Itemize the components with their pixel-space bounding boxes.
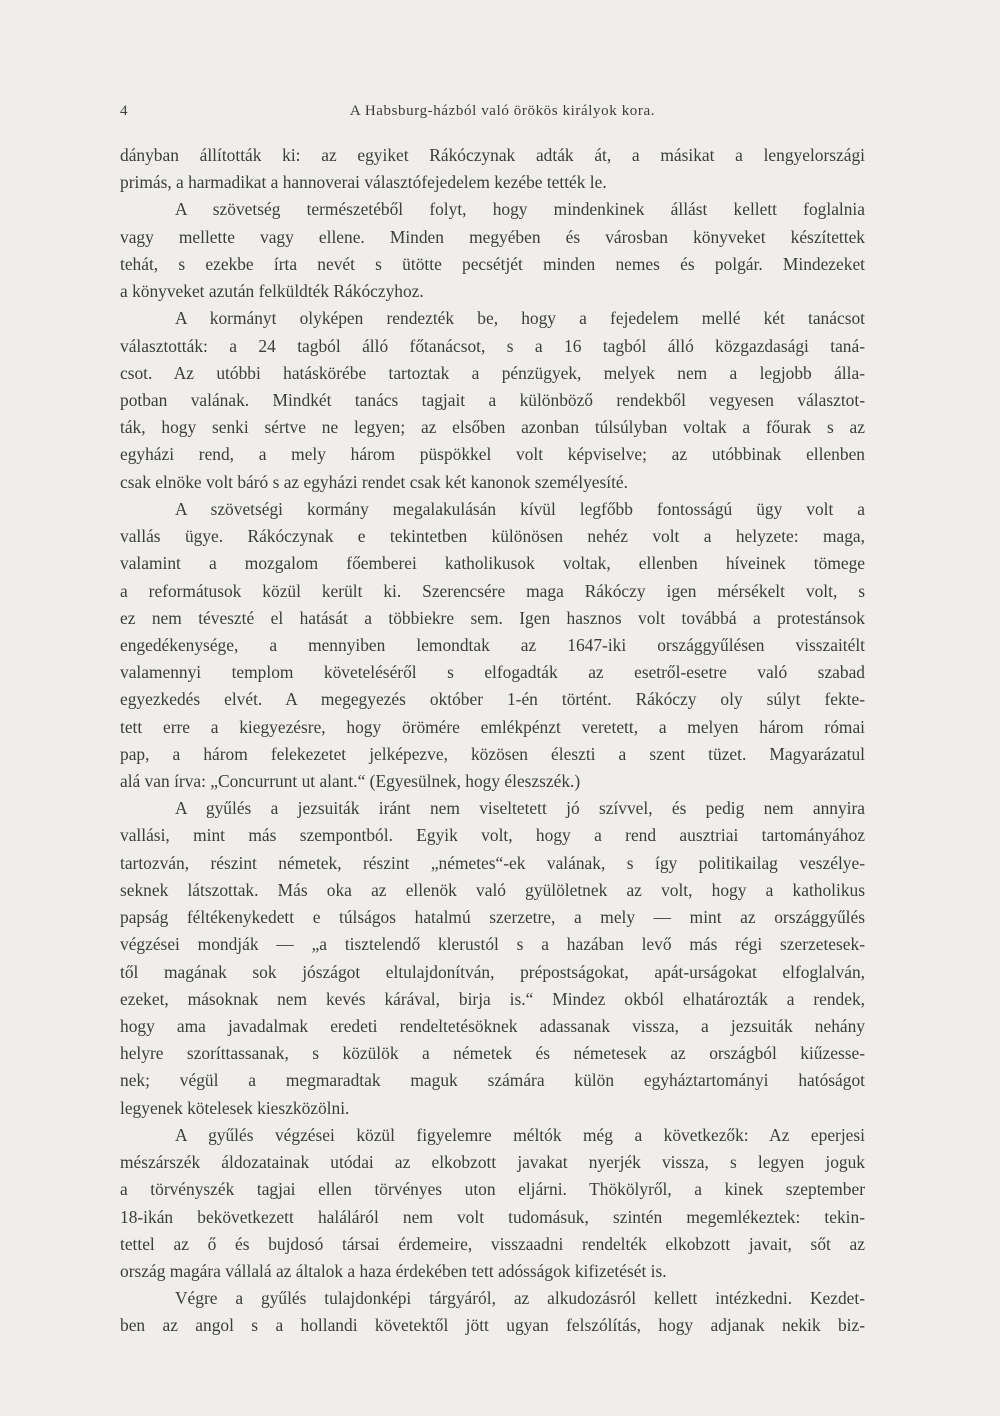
text-line: A szövetségi kormány megalakulásán kívül legfőbb fontosságú ügy volt a	[175, 498, 865, 519]
text-line: valamennyi templom követeléséről s elfogadták az esetről-esetre való szabad	[120, 662, 865, 683]
text-line: A gyűlés végzései közül figyelemre méltók még a következők: Az eperjesi	[175, 1124, 865, 1145]
text-line: Végre a gyűlés tulajdonképi tárgyáról, az alkudozásról kellett intézkedni. Kezdet-	[175, 1288, 865, 1309]
text-line: tett erre a kiegyezésre, hogy örömére emlékpénzt veretett, a melyen három római	[120, 716, 865, 737]
text-line: ben az angol s a hollandi követektől jött ugyan felszólítás, hogy adjanak nekik biz-	[120, 1315, 865, 1336]
text-line: tartozván, részint németek, részint „németes“-ek valának, s így politikailag veszélye-	[120, 852, 865, 873]
text-line: tettel az ő és bujdosó társai érdemeire, visszaadni rendelték elkobzott javait, sőt az	[120, 1233, 865, 1254]
text-line: csot. Az utóbbi hatáskörébe tartoztak a pénzügyek, melyek nem a legjobb álla-	[120, 362, 865, 383]
text-line: ezeket, másoknak nem kevés kárával, birja is.“ Mindez okból elhatározták a rendek,	[120, 988, 865, 1009]
text-line: tehát, s ezekbe írta nevét s ütötte pecsétjét minden nemes és polgár. Mindezeket	[120, 253, 865, 274]
text-line: A gyűlés a jezsuiták iránt nem viseltetett jó szívvel, és pedig nem annyira	[175, 798, 865, 819]
text-line: a törvényszék tagjai ellen törvényes uton eljárni. Thökölyről, a kinek szeptember	[120, 1179, 865, 1200]
text-line: primás, a harmadikat a hannoverai választófejedelem kezébe tették le.	[120, 172, 607, 193]
text-line: ország magára vállalá az általok a haza érdekében tett adósságok kifizetését is.	[120, 1260, 667, 1281]
text-line: végzései mondják — „a tisztelendő klerustól s a hazában levő más régi szerzetesek-	[120, 934, 865, 955]
text-line: vallási, mint más szempontból. Egyik volt, hogy a rend ausztriai tartományához	[120, 825, 865, 846]
text-line: alá van írva: „Concurrunt ut alant.“ (Egyesülnek, hogy éleszszék.)	[120, 771, 581, 792]
running-title: A Habsburg-házból való örökös királyok kora.	[349, 103, 656, 119]
text-line: ez nem téveszté el hatását a többiekre sem. Igen hasznos volt továbbá a protestánsok	[120, 607, 865, 628]
text-line: pap, a három felekezetet jelképezve, közösen éleszti a szent tüzet. Magyarázatul	[120, 743, 865, 764]
text-line: helyre szoríttassanak, s közülök a németek és németesek az országból kiűzesse-	[120, 1043, 865, 1064]
text-line: választották: a 24 tagból álló főtanácsot, s a 16 tagból álló közgazdasági taná-	[120, 335, 865, 356]
text-line: vallás ügye. Rákóczynak e tekintetben különösen nehéz volt a helyzete: maga,	[120, 526, 865, 547]
text-line: seknek látszottak. Más oka az ellenök való gyülöletnek az volt, hogy a katholikus	[120, 879, 865, 900]
text-line: nek; végül a megmaradtak maguk számára külön egyháztartományi hatóságot	[120, 1070, 865, 1091]
text-line: papság féltékenykedett e túlságos hatalmú szerzetre, a mely — mint az országgyűlés	[120, 907, 865, 928]
text-line: valamint a mozgalom főemberei katholikusok voltak, ellenben híveinek tömege	[120, 553, 865, 574]
text-line: A kormányt olyképen rendezték be, hogy a fejedelem mellé két tanácsot	[175, 308, 865, 329]
text-line: csak elnöke volt báró s az egyházi rendet csak két kanonok személyesíté.	[120, 471, 628, 492]
text-line: legyenek kötelesek kieszközölni.	[120, 1097, 350, 1118]
text-line: től magának sok jószágot eltulajdonítván, prépostságokat, apát-urságokat elfoglalván,	[120, 961, 865, 982]
text-line: 18-ikán bekövetkezett haláláról nem volt tudomásuk, szintén megemlékeztek: tekin-	[120, 1206, 865, 1227]
text-line: a könyveket azután felküldték Rákóczyhoz.	[120, 281, 424, 302]
text-line: engedékenysége, a mennyiben lemondtak az 1647-iki országgyűlésen visszaitélt	[120, 634, 865, 655]
body-text	[120, 142, 865, 1340]
text-line: vagy mellette vagy ellene. Minden megyében és városban könyveket készítettek	[120, 226, 865, 247]
page-header	[120, 103, 865, 127]
text-line: egyházi rend, a mely három püspökkel volt képviselve; az utóbbinak ellenben	[120, 444, 865, 465]
text-line: dányban állították ki: az egyiket Rákóczynak adták át, a másikat a lengyelországi	[120, 145, 865, 165]
text-line: mészárszék áldozatainak utódai az elkobzott javakat nyerjék vissza, s legyen joguk	[120, 1152, 865, 1173]
text-line: hogy ama javadalmak eredeti rendeltetésöknek adassanak vissza, a jezsuiták nehány	[120, 1016, 865, 1036]
text-line: a reformátusok közül került ki. Szerencsére maga Rákóczy igen mérsékelt volt, s	[120, 580, 865, 601]
text-line: ták, hogy senki sértve ne legyen; az elsőben azonban túlsúlyban voltak a főurak s az	[120, 417, 865, 438]
text-line: potban valának. Mindkét tanács tagjait a különböző rendekből vegyesen választot-	[120, 389, 865, 410]
text-line: egyezkedés elvét. A megegyezés október 1-én történt. Rákóczy oly súlyt fekte-	[120, 689, 865, 710]
page-number: 4	[120, 103, 129, 119]
text-line: A szövetség természetéből folyt, hogy mindenkinek állást kellett foglalnia	[175, 199, 865, 220]
